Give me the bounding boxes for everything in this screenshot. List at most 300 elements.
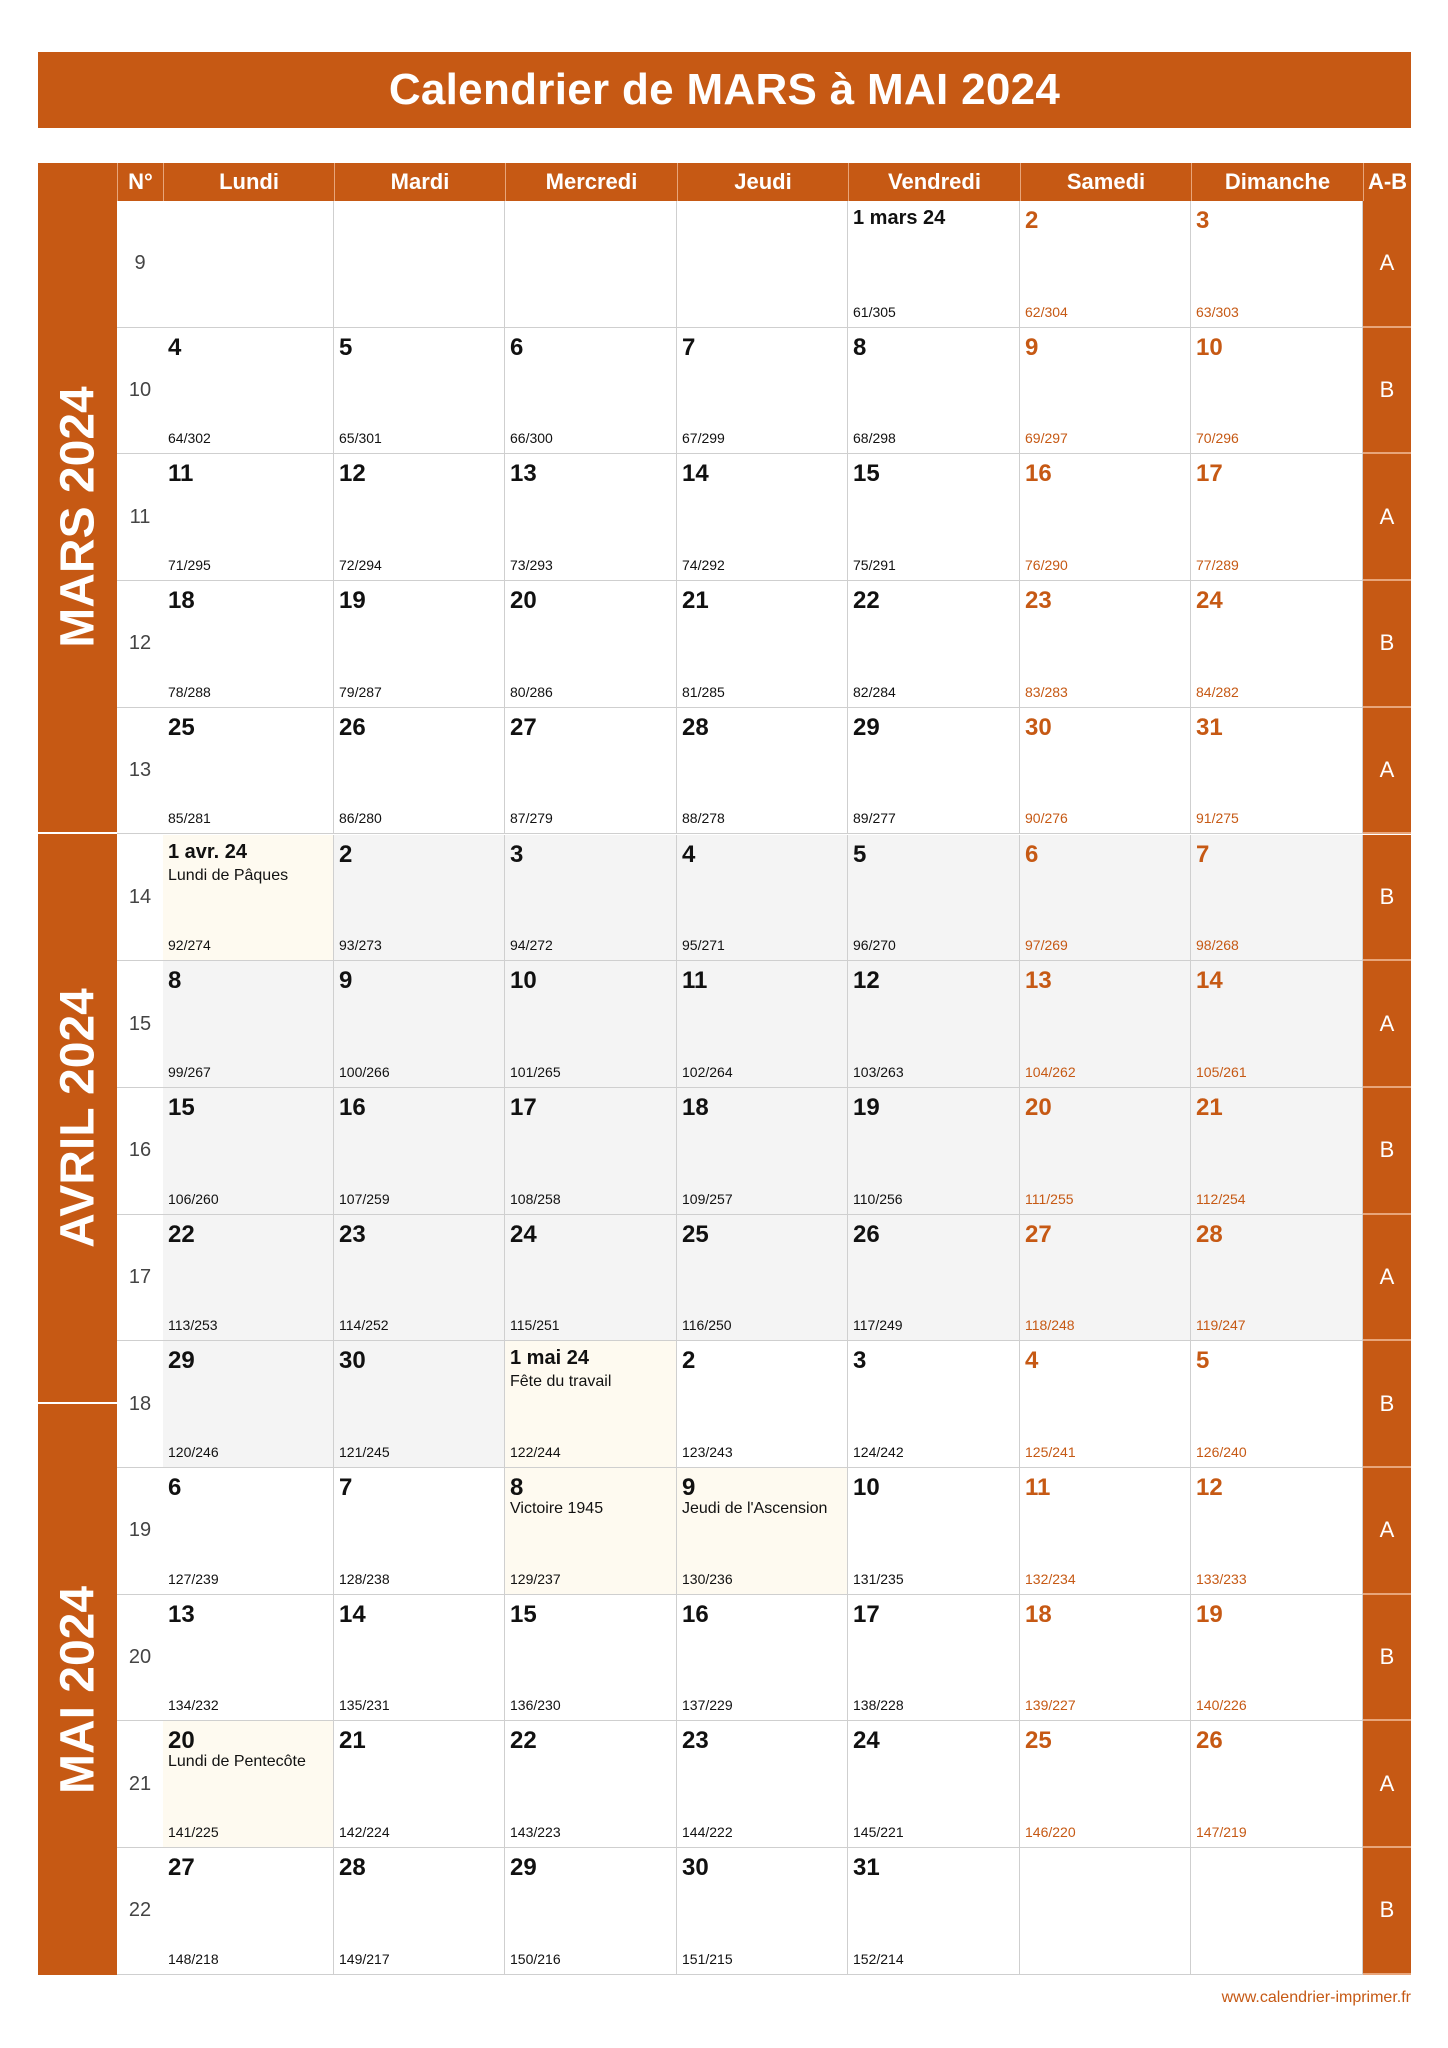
month-label-mai: MAI 2024 xyxy=(51,1585,104,1794)
week-number: 10 xyxy=(117,328,163,455)
week-number: 16 xyxy=(117,1088,163,1215)
day-number: 2 xyxy=(339,840,353,868)
empty-day-cell xyxy=(163,201,334,328)
day-cell[interactable] xyxy=(848,1468,1020,1595)
day-cell[interactable] xyxy=(848,454,1020,581)
day-cell[interactable] xyxy=(677,581,848,708)
day-cell[interactable] xyxy=(505,1848,677,1975)
day-cell[interactable] xyxy=(1191,1595,1363,1722)
day-number: 2 xyxy=(1025,207,1039,234)
day-number: 17 xyxy=(853,1600,880,1628)
empty-day-cell xyxy=(1020,1848,1191,1975)
day-cell[interactable] xyxy=(848,201,1020,328)
day-cell[interactable] xyxy=(848,1595,1020,1722)
day-of-year-count: 69/297 xyxy=(1025,430,1068,447)
day-of-year-count: 131/235 xyxy=(853,1570,904,1587)
footer-url[interactable]: www.calendrier-imprimer.fr xyxy=(1221,1989,1411,2006)
day-number: 29 xyxy=(510,1854,537,1882)
day-of-year-count: 142/224 xyxy=(339,1824,390,1841)
day-of-year-count: 87/279 xyxy=(510,810,553,827)
day-number: 4 xyxy=(168,333,182,361)
day-of-year-count: 91/275 xyxy=(1196,810,1239,827)
day-number: 12 xyxy=(853,967,880,995)
day-of-year-count: 126/240 xyxy=(1196,1443,1247,1460)
ab-week-label: A xyxy=(1363,1215,1411,1342)
day-of-year-count: 132/234 xyxy=(1025,1570,1076,1587)
day-number: 16 xyxy=(682,1600,709,1628)
day-number: 22 xyxy=(168,1220,195,1248)
day-number: 22 xyxy=(853,587,880,615)
day-number: 13 xyxy=(510,460,537,488)
holiday-name: Lundi de Pâques xyxy=(168,866,289,884)
day-of-year-count: 88/278 xyxy=(682,810,725,827)
day-of-year-count: 141/225 xyxy=(168,1824,219,1841)
day-of-year-count: 106/260 xyxy=(168,1190,219,1207)
week-number: 11 xyxy=(117,454,163,581)
calendar-grid xyxy=(38,163,1411,1975)
day-number: 27 xyxy=(1025,1220,1052,1248)
day-cell[interactable] xyxy=(1020,201,1191,328)
day-of-year-count: 116/250 xyxy=(682,1317,732,1334)
day-of-year-count: 127/239 xyxy=(168,1570,219,1587)
day-cell[interactable] xyxy=(677,1341,848,1468)
day-number: 9 xyxy=(682,1474,696,1501)
week-number: 12 xyxy=(117,581,163,708)
day-cell[interactable] xyxy=(1191,1088,1363,1215)
day-cell[interactable] xyxy=(334,1088,505,1215)
day-of-year-count: 133/233 xyxy=(1196,1570,1247,1587)
day-cell[interactable] xyxy=(163,1215,334,1342)
day-of-year-count: 64/302 xyxy=(168,430,211,447)
day-number: 16 xyxy=(1025,460,1052,488)
header-mardi: Mardi xyxy=(334,163,505,201)
day-number: 14 xyxy=(682,460,709,488)
day-cell[interactable] xyxy=(163,1595,334,1722)
day-number: 12 xyxy=(1196,1474,1223,1501)
day-cell[interactable] xyxy=(677,1595,848,1722)
day-number: 20 xyxy=(168,1727,195,1755)
day-of-year-count: 149/217 xyxy=(339,1950,390,1967)
day-cell[interactable] xyxy=(505,1088,677,1215)
day-cell[interactable] xyxy=(163,961,334,1088)
week-number-header: N° xyxy=(117,163,163,201)
day-number: 30 xyxy=(339,1347,366,1375)
holiday-name: Lundi de Pentecôte xyxy=(168,1753,306,1771)
day-cell[interactable] xyxy=(1020,328,1191,455)
day-cell[interactable] xyxy=(677,1215,848,1342)
day-cell[interactable] xyxy=(677,961,848,1088)
day-cell[interactable] xyxy=(163,1848,334,1975)
day-of-year-count: 72/294 xyxy=(339,557,382,574)
week-number: 22 xyxy=(117,1848,163,1975)
day-of-year-count: 125/241 xyxy=(1025,1443,1076,1460)
day-cell[interactable] xyxy=(505,454,677,581)
day-of-year-count: 79/287 xyxy=(339,683,382,700)
day-cell[interactable] xyxy=(1191,454,1363,581)
day-of-year-count: 102/264 xyxy=(682,1063,733,1080)
day-number: 25 xyxy=(1025,1727,1052,1755)
day-cell[interactable] xyxy=(1020,1341,1191,1468)
day-cell[interactable] xyxy=(334,961,505,1088)
day-number: 18 xyxy=(682,1093,709,1121)
week-number: 14 xyxy=(117,835,163,962)
day-number: 21 xyxy=(1196,1093,1223,1121)
header-samedi: Samedi xyxy=(1020,163,1191,201)
day-of-year-count: 92/274 xyxy=(168,937,211,954)
week-number: 9 xyxy=(117,201,163,328)
day-number: 1 mai 24 xyxy=(510,1347,589,1370)
day-cell[interactable] xyxy=(163,328,334,455)
day-of-year-count: 146/220 xyxy=(1025,1824,1076,1841)
day-number: 27 xyxy=(168,1854,195,1882)
day-of-year-count: 103/263 xyxy=(853,1063,904,1080)
day-of-year-count: 119/247 xyxy=(1196,1317,1246,1334)
header-row xyxy=(38,163,1411,201)
day-cell[interactable] xyxy=(505,1215,677,1342)
day-of-year-count: 120/246 xyxy=(168,1443,219,1460)
day-of-year-count: 67/299 xyxy=(682,430,725,447)
day-cell[interactable] xyxy=(1020,835,1191,962)
day-of-year-count: 128/238 xyxy=(339,1570,390,1587)
day-of-year-count: 77/289 xyxy=(1196,557,1239,574)
holiday-name: Jeudi de l'Ascension xyxy=(682,1500,828,1517)
day-number: 3 xyxy=(1196,207,1210,234)
day-number: 23 xyxy=(339,1220,366,1248)
day-cell[interactable] xyxy=(1020,1468,1191,1595)
day-cell[interactable] xyxy=(334,1215,505,1342)
day-number: 6 xyxy=(510,333,524,361)
day-cell[interactable] xyxy=(1020,1215,1191,1342)
day-number: 7 xyxy=(682,333,696,361)
day-number: 1 avr. 24 xyxy=(168,840,247,863)
week-number: 13 xyxy=(117,708,163,835)
day-number: 27 xyxy=(510,713,537,741)
day-of-year-count: 123/243 xyxy=(682,1443,733,1460)
day-cell[interactable] xyxy=(505,1341,677,1468)
day-number: 9 xyxy=(339,967,353,995)
day-of-year-count: 151/215 xyxy=(682,1950,733,1967)
day-number: 11 xyxy=(168,460,194,488)
day-number: 17 xyxy=(1196,460,1223,488)
day-cell[interactable] xyxy=(163,1341,334,1468)
day-number: 13 xyxy=(168,1600,195,1628)
day-of-year-count: 118/248 xyxy=(1025,1317,1075,1334)
month-label-mars: MARS 2024 xyxy=(51,385,104,648)
day-cell[interactable] xyxy=(1191,1341,1363,1468)
day-number: 24 xyxy=(1196,587,1223,615)
day-cell[interactable] xyxy=(334,1595,505,1722)
day-of-year-count: 143/223 xyxy=(510,1824,561,1841)
day-cell[interactable] xyxy=(677,835,848,962)
day-of-year-count: 76/290 xyxy=(1025,557,1068,574)
day-cell[interactable] xyxy=(505,1468,677,1595)
day-of-year-count: 75/291 xyxy=(853,557,896,574)
day-cell[interactable] xyxy=(334,581,505,708)
week-number: 15 xyxy=(117,961,163,1088)
ab-week-label: B xyxy=(1363,328,1411,455)
day-of-year-count: 74/292 xyxy=(682,557,725,574)
day-number: 10 xyxy=(853,1474,880,1501)
day-of-year-count: 96/270 xyxy=(853,937,896,954)
day-number: 19 xyxy=(339,587,366,615)
ab-week-label: A xyxy=(1363,201,1411,328)
day-cell[interactable] xyxy=(677,1468,848,1595)
day-cell[interactable] xyxy=(334,708,505,835)
day-cell[interactable] xyxy=(334,328,505,455)
day-of-year-count: 110/256 xyxy=(853,1190,903,1207)
day-cell[interactable] xyxy=(848,835,1020,962)
day-cell[interactable] xyxy=(505,581,677,708)
month-band-mars xyxy=(38,201,117,834)
day-number: 18 xyxy=(1025,1600,1052,1628)
day-cell[interactable] xyxy=(334,1341,505,1468)
day-cell[interactable] xyxy=(334,454,505,581)
day-of-year-count: 68/298 xyxy=(853,430,896,447)
day-of-year-count: 140/226 xyxy=(1196,1697,1247,1714)
day-number: 1 mars 24 xyxy=(853,207,946,229)
day-cell[interactable] xyxy=(505,835,677,962)
day-number: 26 xyxy=(853,1220,880,1248)
day-cell[interactable] xyxy=(677,708,848,835)
day-cell[interactable] xyxy=(163,835,334,962)
day-of-year-count: 136/230 xyxy=(510,1697,561,1714)
week-number: 21 xyxy=(117,1721,163,1848)
day-cell[interactable] xyxy=(163,454,334,581)
ab-week-label: A xyxy=(1363,708,1411,835)
day-of-year-count: 61/305 xyxy=(853,303,896,320)
day-of-year-count: 101/265 xyxy=(510,1063,561,1080)
day-cell[interactable] xyxy=(848,1721,1020,1848)
day-number: 17 xyxy=(510,1093,537,1121)
day-cell[interactable] xyxy=(1020,961,1191,1088)
day-number: 4 xyxy=(682,840,696,868)
day-of-year-count: 81/285 xyxy=(682,683,725,700)
day-of-year-count: 129/237 xyxy=(510,1570,561,1587)
day-cell[interactable] xyxy=(163,1088,334,1215)
day-number: 14 xyxy=(1196,967,1223,995)
month-band-mai xyxy=(38,1404,117,1975)
day-of-year-count: 113/253 xyxy=(168,1317,218,1334)
day-number: 25 xyxy=(682,1220,709,1248)
header-mercredi: Mercredi xyxy=(505,163,677,201)
page-title: Calendrier de MARS à MAI 2024 xyxy=(38,52,1411,128)
day-of-year-count: 98/268 xyxy=(1196,937,1239,954)
day-number: 30 xyxy=(682,1854,709,1882)
empty-day-cell xyxy=(1191,1848,1363,1975)
day-cell[interactable] xyxy=(163,708,334,835)
day-cell[interactable] xyxy=(1020,708,1191,835)
day-number: 11 xyxy=(682,967,708,995)
day-cell[interactable] xyxy=(1020,581,1191,708)
day-number: 3 xyxy=(853,1347,867,1375)
day-cell[interactable] xyxy=(848,708,1020,835)
day-cell[interactable] xyxy=(334,1468,505,1595)
day-number: 26 xyxy=(1196,1727,1223,1755)
day-number: 13 xyxy=(1025,967,1052,995)
day-cell[interactable] xyxy=(848,328,1020,455)
day-number: 26 xyxy=(339,713,366,741)
header-lundi: Lundi xyxy=(163,163,334,201)
day-number: 28 xyxy=(1196,1220,1223,1248)
day-cell[interactable] xyxy=(1020,1088,1191,1215)
week-number: 19 xyxy=(117,1468,163,1595)
day-of-year-count: 139/227 xyxy=(1025,1697,1076,1714)
day-of-year-count: 63/303 xyxy=(1196,303,1239,320)
day-cell[interactable] xyxy=(163,1468,334,1595)
day-of-year-count: 109/257 xyxy=(682,1190,733,1207)
day-number: 10 xyxy=(510,967,537,995)
day-of-year-count: 99/267 xyxy=(168,1063,211,1080)
day-number: 23 xyxy=(682,1727,709,1755)
day-of-year-count: 94/272 xyxy=(510,937,553,954)
day-of-year-count: 144/222 xyxy=(682,1824,733,1841)
day-number: 16 xyxy=(339,1093,366,1121)
month-label-avril: AVRIL 2024 xyxy=(51,988,104,1248)
day-of-year-count: 80/286 xyxy=(510,683,553,700)
ab-week-label: B xyxy=(1363,835,1411,962)
day-cell[interactable] xyxy=(677,1088,848,1215)
day-cell[interactable] xyxy=(334,835,505,962)
day-of-year-count: 145/221 xyxy=(853,1824,904,1841)
day-cell[interactable] xyxy=(505,1721,677,1848)
week-number: 20 xyxy=(117,1595,163,1722)
day-number: 24 xyxy=(853,1727,880,1755)
day-of-year-count: 108/258 xyxy=(510,1190,561,1207)
day-cell[interactable] xyxy=(505,708,677,835)
day-number: 5 xyxy=(853,840,867,868)
day-of-year-count: 73/293 xyxy=(510,557,553,574)
day-cell[interactable] xyxy=(1191,835,1363,962)
day-number: 28 xyxy=(682,713,709,741)
day-of-year-count: 138/228 xyxy=(853,1697,904,1714)
week-number: 17 xyxy=(117,1215,163,1342)
day-number: 8 xyxy=(168,967,182,995)
day-of-year-count: 122/244 xyxy=(510,1443,561,1460)
day-number: 20 xyxy=(510,587,537,615)
day-cell[interactable] xyxy=(1191,1721,1363,1848)
day-number: 30 xyxy=(1025,713,1052,741)
ab-week-label: B xyxy=(1363,1848,1411,1975)
day-of-year-count: 124/242 xyxy=(853,1443,904,1460)
day-of-year-count: 105/261 xyxy=(1196,1063,1247,1080)
day-of-year-count: 148/218 xyxy=(168,1950,219,1967)
day-of-year-count: 121/245 xyxy=(339,1443,390,1460)
day-cell[interactable] xyxy=(505,328,677,455)
day-of-year-count: 134/232 xyxy=(168,1697,219,1714)
header-dimanche: Dimanche xyxy=(1191,163,1363,201)
day-cell[interactable] xyxy=(677,1848,848,1975)
day-cell[interactable] xyxy=(1191,1468,1363,1595)
day-number: 24 xyxy=(510,1220,537,1248)
holiday-name: Victoire 1945 xyxy=(510,1500,604,1517)
day-cell[interactable] xyxy=(848,961,1020,1088)
ab-week-label: B xyxy=(1363,581,1411,708)
day-cell[interactable] xyxy=(677,454,848,581)
day-number: 29 xyxy=(168,1347,195,1375)
day-cell[interactable] xyxy=(848,1215,1020,1342)
day-number: 5 xyxy=(339,333,353,361)
day-cell[interactable] xyxy=(334,1721,505,1848)
day-of-year-count: 104/262 xyxy=(1025,1063,1076,1080)
day-cell[interactable] xyxy=(1191,961,1363,1088)
day-of-year-count: 93/273 xyxy=(339,937,382,954)
ab-week-label: B xyxy=(1363,1595,1411,1722)
day-cell[interactable] xyxy=(1020,1721,1191,1848)
day-number: 9 xyxy=(1025,333,1039,361)
ab-week-label: A xyxy=(1363,1721,1411,1848)
day-number: 31 xyxy=(1196,713,1223,741)
day-cell[interactable] xyxy=(1191,1215,1363,1342)
day-cell[interactable] xyxy=(505,961,677,1088)
holiday-name: Fête du travail xyxy=(510,1373,612,1391)
day-cell[interactable] xyxy=(848,1848,1020,1975)
day-number: 11 xyxy=(1025,1474,1051,1501)
day-of-year-count: 82/284 xyxy=(853,683,896,700)
day-cell[interactable] xyxy=(677,1721,848,1848)
day-of-year-count: 100/266 xyxy=(339,1063,390,1080)
day-of-year-count: 95/271 xyxy=(682,937,725,954)
day-cell[interactable] xyxy=(1020,1595,1191,1722)
day-number: 6 xyxy=(1025,840,1039,868)
month-band-avril xyxy=(38,834,117,1404)
day-of-year-count: 70/296 xyxy=(1196,430,1239,447)
day-cell[interactable] xyxy=(848,1088,1020,1215)
day-of-year-count: 83/283 xyxy=(1025,683,1068,700)
day-cell[interactable] xyxy=(848,581,1020,708)
day-number: 12 xyxy=(339,460,366,488)
day-number: 22 xyxy=(510,1727,537,1755)
day-cell[interactable] xyxy=(1191,581,1363,708)
empty-day-cell xyxy=(677,201,848,328)
day-cell[interactable] xyxy=(1191,201,1363,328)
day-of-year-count: 152/214 xyxy=(853,1950,904,1967)
empty-day-cell xyxy=(505,201,677,328)
day-number: 21 xyxy=(682,587,709,615)
day-of-year-count: 135/231 xyxy=(339,1697,390,1714)
day-cell[interactable] xyxy=(848,1341,1020,1468)
day-number: 19 xyxy=(853,1093,880,1121)
day-number: 15 xyxy=(168,1093,195,1121)
day-of-year-count: 117/249 xyxy=(853,1317,903,1334)
day-number: 2 xyxy=(682,1347,696,1375)
day-of-year-count: 65/301 xyxy=(339,430,382,447)
day-of-year-count: 111/255 xyxy=(1025,1190,1074,1207)
day-number: 25 xyxy=(168,713,195,741)
day-of-year-count: 97/269 xyxy=(1025,937,1068,954)
day-cell[interactable] xyxy=(163,581,334,708)
day-of-year-count: 130/236 xyxy=(682,1570,733,1587)
ab-week-label: B xyxy=(1363,1341,1411,1468)
day-cell[interactable] xyxy=(677,328,848,455)
day-cell[interactable] xyxy=(505,1595,677,1722)
day-number: 3 xyxy=(510,840,524,868)
header-jeudi: Jeudi xyxy=(677,163,848,201)
day-number: 28 xyxy=(339,1854,366,1882)
day-cell[interactable] xyxy=(1191,708,1363,835)
day-cell[interactable] xyxy=(1020,454,1191,581)
day-number: 6 xyxy=(168,1474,182,1501)
ab-week-label: A xyxy=(1363,1468,1411,1595)
day-cell[interactable] xyxy=(334,1848,505,1975)
day-number: 21 xyxy=(339,1727,366,1755)
day-cell[interactable] xyxy=(1191,328,1363,455)
day-of-year-count: 85/281 xyxy=(168,810,211,827)
day-cell[interactable] xyxy=(163,1721,334,1848)
day-of-year-count: 86/280 xyxy=(339,810,382,827)
day-of-year-count: 137/229 xyxy=(682,1697,733,1714)
day-of-year-count: 66/300 xyxy=(510,430,553,447)
day-number: 19 xyxy=(1196,1600,1223,1628)
